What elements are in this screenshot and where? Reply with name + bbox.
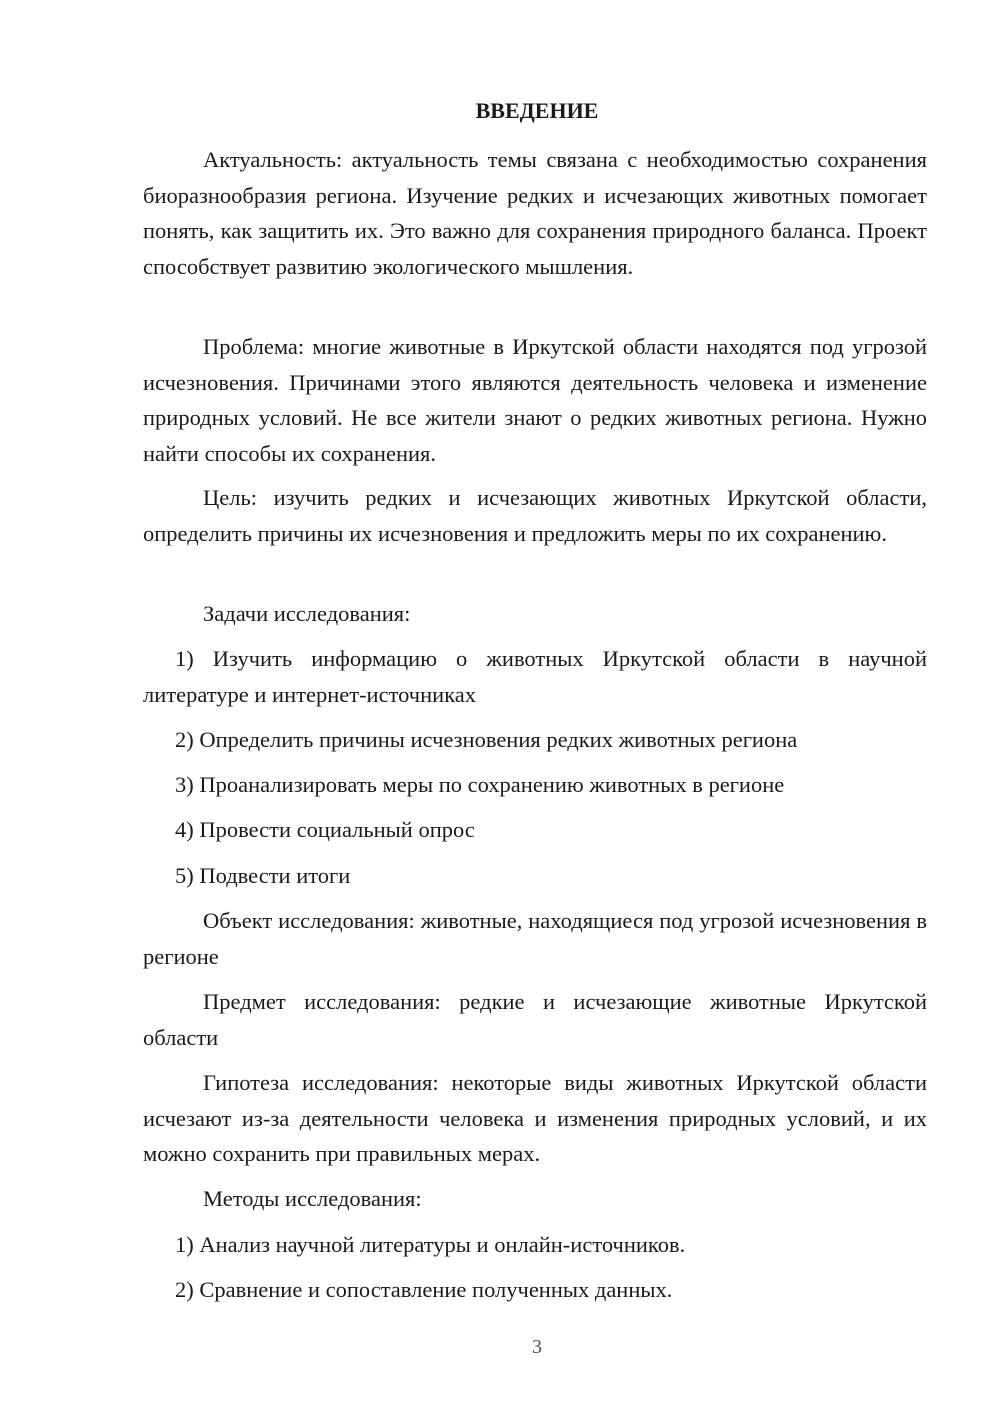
task-item-3: 3) Проанализировать меры по сохранению животных в регионе: [175, 772, 785, 797]
task-item-4: 4) Провести социальный опрос: [175, 817, 475, 842]
problem-paragraph: Проблема: многие животные в Иркутской области находятся под угрозой исчезновения. Причинами этого являются деятельность человека и изменение природных условий. Не все жители знают о редких животных региона. Нужно найти способы их сохранения.: [143, 334, 927, 466]
page-number: 3: [532, 1336, 542, 1358]
goal-paragraph: Цель: изучить редких и исчезающих животных Иркутской области, определить причины их исчезновения и предложить меры по их сохранению.: [143, 485, 927, 546]
task-item-5: 5) Подвести итоги: [175, 863, 351, 888]
method-item-2: 2) Сравнение и сопоставление полученных данных.: [175, 1277, 673, 1302]
subject-paragraph: Предмет исследования: редкие и исчезающие животные Иркутской области: [143, 989, 927, 1050]
page-title: ВВЕДЕНИЕ: [475, 98, 599, 123]
tasks-heading: Задачи исследования:: [203, 601, 411, 626]
relevance-paragraph: Актуальность: актуальность темы связана с необходимостью сохранения биоразнообразия региона. Изучение редких и исчезающих животных помогает понять, как защитить их. Это важно для сохранения природного баланса. Проект способствует развитию экологического мышления.: [143, 147, 927, 279]
task-item-2: 2) Определить причины исчезновения редких животных региона: [175, 727, 798, 752]
methods-heading: Методы исследования:: [203, 1186, 422, 1211]
task-item-1: 1) Изучить информацию о животных Иркутской области в научной литературе и интернет-источниках: [143, 646, 927, 707]
object-paragraph: Объект исследования: животные, находящиеся под угрозой исчезновения в регионе: [143, 908, 927, 969]
hypothesis-paragraph: Гипотеза исследования: некоторые виды животных Иркутской области исчезают из-за деятельности человека и изменения природных условий, и их можно сохранить при правильных мерах.: [143, 1070, 927, 1166]
method-item-1: 1) Анализ научной литературы и онлайн-источников.: [175, 1232, 686, 1257]
